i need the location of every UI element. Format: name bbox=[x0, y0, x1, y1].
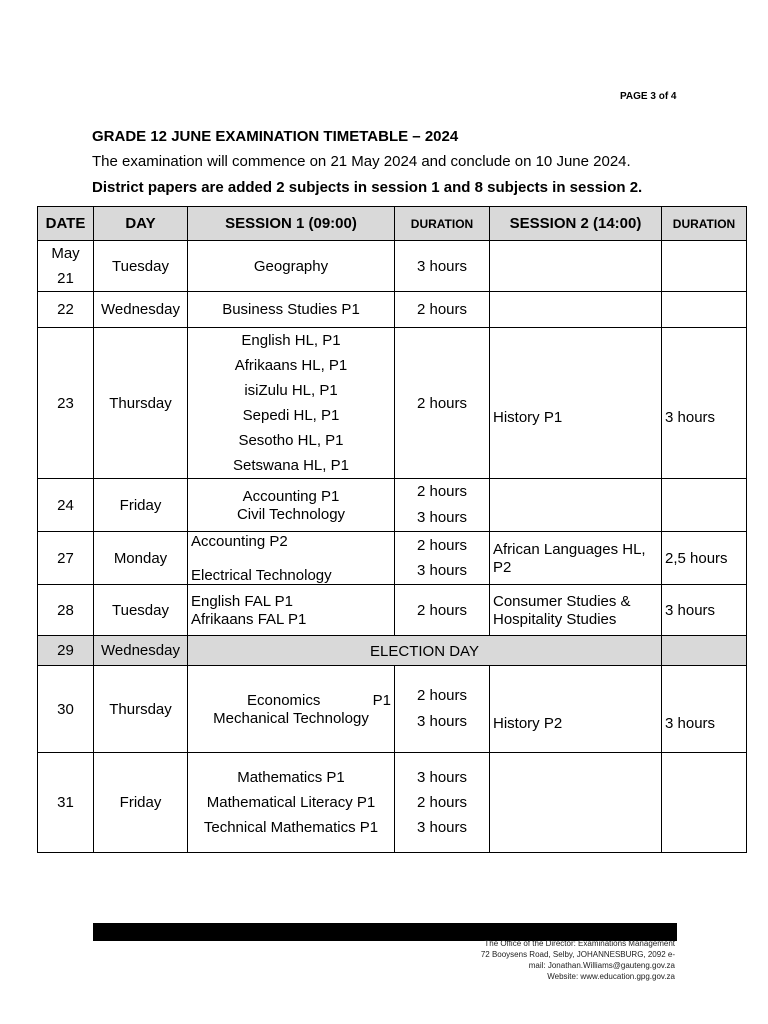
day-cell: Wednesday bbox=[94, 292, 188, 328]
date-cell: 23 bbox=[38, 328, 94, 479]
duration1-cell: 2 hours 3 hours bbox=[395, 666, 490, 753]
district-note: District papers are added 2 subjects in session 1 and 8 subjects in session 2. bbox=[92, 179, 643, 196]
duration2-cell bbox=[662, 479, 747, 532]
duration1-cell: 2 hours bbox=[395, 328, 490, 479]
duration1-cell: 3 hours 2 hours 3 hours bbox=[395, 753, 490, 853]
duration2-cell bbox=[662, 292, 747, 328]
date-cell: 30 bbox=[38, 666, 94, 753]
date-cell: 27 bbox=[38, 532, 94, 585]
session1-cell: English FAL P1 Afrikaans FAL P1 bbox=[188, 585, 395, 636]
table-row bbox=[38, 753, 747, 853]
session1-cell: Accounting P1 Civil Technology bbox=[188, 479, 395, 532]
day-cell: Tuesday bbox=[94, 585, 188, 636]
table-row bbox=[38, 532, 747, 585]
duration1-cell: 3 hours bbox=[395, 241, 490, 292]
session2-cell bbox=[490, 479, 662, 532]
header-date: DATE bbox=[38, 207, 94, 241]
day-cell: Friday bbox=[94, 479, 188, 532]
date-cell: May 21 bbox=[38, 241, 94, 292]
session1-cell: Business Studies P1 bbox=[188, 292, 395, 328]
table-row bbox=[38, 328, 747, 479]
table-row bbox=[38, 666, 747, 753]
duration2-cell bbox=[662, 241, 747, 292]
duration2-cell: 3 hours bbox=[662, 666, 747, 753]
header-session1: SESSION 1 (09:00) bbox=[188, 207, 395, 241]
header-row bbox=[38, 207, 747, 241]
page-title: GRADE 12 JUNE EXAMINATION TIMETABLE – 2024 bbox=[92, 128, 459, 145]
day-cell: Friday bbox=[94, 753, 188, 853]
date-cell: 22 bbox=[38, 292, 94, 328]
session2-cell: History P1 bbox=[490, 328, 662, 479]
page-number: PAGE 3 of 4 bbox=[620, 91, 677, 102]
day-cell: Monday bbox=[94, 532, 188, 585]
duration1-cell: 2 hours 3 hours bbox=[395, 532, 490, 585]
date-cell: 31 bbox=[38, 753, 94, 853]
duration2-cell: 3 hours bbox=[662, 585, 747, 636]
duration2-cell bbox=[662, 636, 747, 666]
header-day: DAY bbox=[94, 207, 188, 241]
date-cell: 24 bbox=[38, 479, 94, 532]
session2-cell: Consumer Studies & Hospitality Studies bbox=[490, 585, 662, 636]
duration1-cell: 2 hours bbox=[395, 292, 490, 328]
session1-cell: Accounting P2 Electrical Technology bbox=[188, 532, 395, 585]
header-duration2: DURATION bbox=[662, 207, 747, 241]
session1-cell: Mathematics P1 Mathematical Literacy P1 Technical Mathematics P1 bbox=[188, 753, 395, 853]
day-cell: Thursday bbox=[94, 328, 188, 479]
day-cell: Tuesday bbox=[94, 241, 188, 292]
duration1-cell: 2 hours 3 hours bbox=[395, 479, 490, 532]
timetable bbox=[37, 206, 747, 853]
session1-cell: Geography bbox=[188, 241, 395, 292]
footer-email: mail: Jonathan.Williams@gauteng.gov.za bbox=[528, 961, 675, 970]
table-row bbox=[38, 292, 747, 328]
session2-cell: African Languages HL, P2 bbox=[490, 532, 662, 585]
intro-text: The examination will commence on 21 May 2024 and conclude on 10 June 2024. bbox=[92, 153, 631, 170]
session1-cell: Economics P1 Mechanical Technology bbox=[188, 666, 395, 753]
duration2-cell: 2,5 hours bbox=[662, 532, 747, 585]
date-cell: 29 bbox=[38, 636, 94, 666]
table-row bbox=[38, 479, 747, 532]
table-row bbox=[38, 241, 747, 292]
session2-cell bbox=[490, 753, 662, 853]
day-cell: Wednesday bbox=[94, 636, 188, 666]
session2-cell bbox=[490, 241, 662, 292]
header-session2: SESSION 2 (14:00) bbox=[490, 207, 662, 241]
election-day-cell: ELECTION DAY bbox=[188, 636, 662, 666]
duration2-cell: 3 hours bbox=[662, 328, 747, 479]
duration1-cell: 2 hours bbox=[395, 585, 490, 636]
header-duration1: DURATION bbox=[395, 207, 490, 241]
session2-cell: History P2 bbox=[490, 666, 662, 753]
day-cell: Thursday bbox=[94, 666, 188, 753]
date-cell: 28 bbox=[38, 585, 94, 636]
footer-website: Website: www.education.gpg.gov.za bbox=[547, 972, 675, 981]
footer-address: The Office of the Director: Examinations Management 72 Booysens Road, Selby, JOHANNESBURG, 2092 e- mail: Jonathan.Williams@gauteng.gov.za Website: www.education.gpg.gov.za bbox=[480, 939, 675, 981]
duration2-cell bbox=[662, 753, 747, 853]
session2-cell bbox=[490, 292, 662, 328]
table-row bbox=[38, 585, 747, 636]
table-row bbox=[38, 636, 747, 666]
session1-cell: English HL, P1 Afrikaans HL, P1 isiZulu HL, P1 Sepedi HL, P1 Sesotho HL, P1 Setswana HL, P1 bbox=[188, 328, 395, 479]
